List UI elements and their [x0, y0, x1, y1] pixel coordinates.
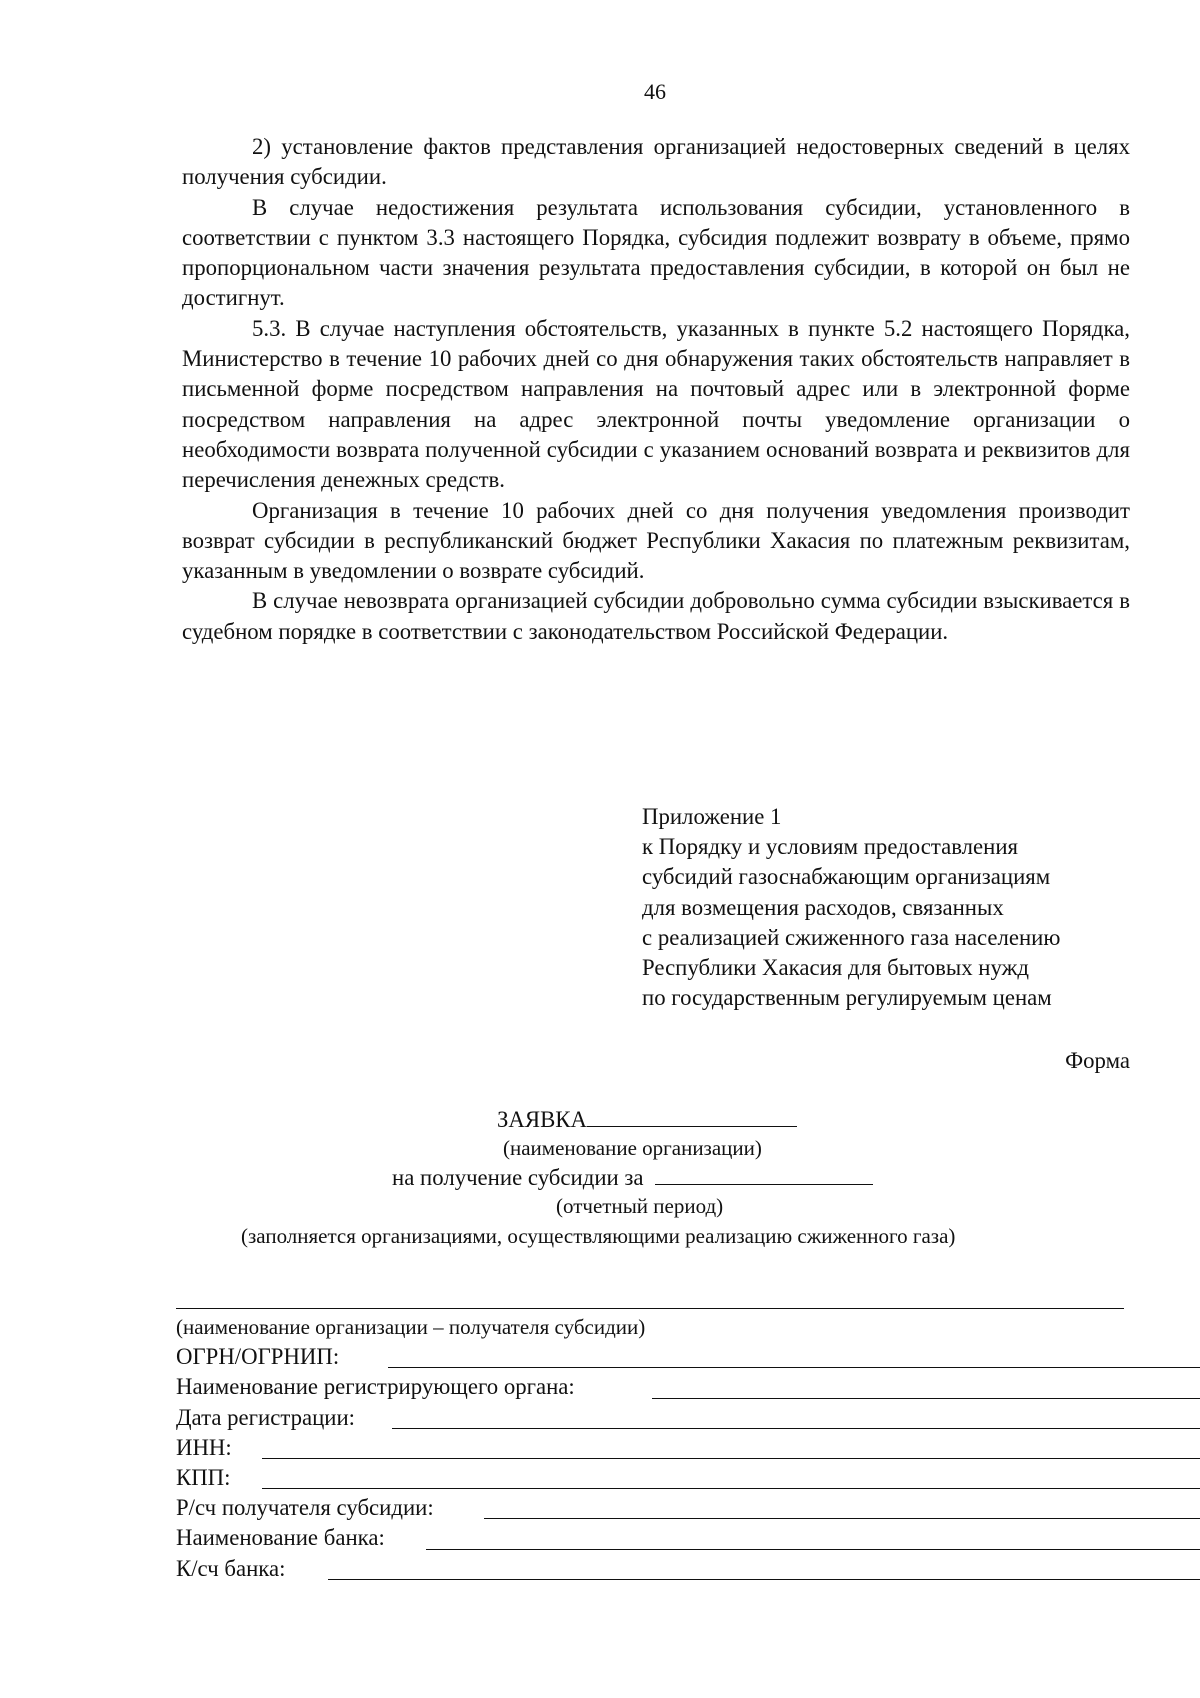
appendix-line: Республики Хакасия для бытовых нужд: [642, 955, 1029, 981]
registration-authority-input-line[interactable]: [652, 1398, 1200, 1399]
period-prefix: на получение субсидии за: [392, 1165, 644, 1190]
heading-title: ЗАЯВКА: [497, 1107, 587, 1132]
field-label: Р/сч получателя субсидии:: [176, 1495, 434, 1521]
correspondent-account-input-line[interactable]: [328, 1579, 1200, 1580]
paragraph: 5.3. В случае наступления обстоятельств, указанных в пункте 5.2 настоящего Порядка, Министерство в течение 10 рабочих дней со дня обнаружения таких обстоятельств направляет в письменной форме посредством направления на почтовый адрес или в электронной форме посредством направления на адрес электронной почты уведомление организации о необходимости возврата полученной субсидии с указанием оснований возврата и реквизитов для перечисления денежных средств.: [182, 315, 1130, 493]
field-label: Дата регистрации:: [176, 1404, 356, 1430]
field-label: Наименование регистрирующего органа:: [176, 1374, 575, 1400]
recipient-hint: [176, 1312, 1136, 1342]
paragraph: Организация в течение 10 рабочих дней со дня получения уведомления производит возврат субсидии в республиканский бюджет Республики Хакасия по платежным реквизитам, указанным в уведомлении о возврате субсидий.: [182, 497, 1130, 584]
paragraph: В случае невозврата организацией субсидии добровольно сумма субсидии взыскивается в судебном порядке в соответствии с законодательством Российской Федерации.: [182, 588, 1130, 644]
settlement-account-input-line[interactable]: [484, 1518, 1200, 1519]
field-label: ОГРН/ОГРНИП:: [176, 1344, 340, 1370]
ogrn-input-line[interactable]: [388, 1367, 1200, 1368]
field-ogrn: [176, 1342, 1136, 1372]
form-label: Форма: [1065, 1048, 1130, 1073]
bank-name-input-line[interactable]: [426, 1549, 1200, 1550]
period-blank[interactable]: [655, 1162, 873, 1185]
field-label: ИНН:: [176, 1434, 232, 1460]
field-registration-authority: [176, 1372, 1136, 1402]
period-hint: (отчетный период): [556, 1194, 724, 1218]
application-heading: [0, 1100, 1200, 1300]
period-line: [392, 1162, 873, 1192]
field-label: Наименование банка:: [176, 1525, 385, 1551]
appendix-line: субсидий газоснабжающим организациям: [642, 864, 1051, 890]
appendix-line: по государственным регулируемым ценам: [642, 985, 1052, 1011]
inn-input-line[interactable]: [262, 1458, 1200, 1459]
field-inn: [176, 1433, 1136, 1463]
field-correspondent-account: [176, 1554, 1136, 1584]
appendix-line: Приложение 1: [642, 804, 782, 829]
field-settlement-account: [176, 1493, 1136, 1523]
kpp-input-line[interactable]: [262, 1488, 1200, 1489]
appendix-line: для возмещения расходов, связанных: [642, 894, 1004, 920]
field-label: К/сч банка:: [176, 1555, 286, 1581]
recipient-name-blank[interactable]: [176, 1308, 1124, 1309]
page-number: 46: [644, 79, 666, 104]
requisites-fields: [176, 1312, 1136, 1584]
field-label: КПП:: [176, 1464, 231, 1490]
registration-date-input-line[interactable]: [392, 1428, 1200, 1429]
field-registration-date: [176, 1403, 1136, 1433]
appendix-line: с реализацией сжиженного газа населению: [642, 924, 1061, 950]
heading-title-line: [497, 1104, 797, 1134]
heading-note: (заполняется организациями, осуществляющими реализацию сжиженного газа): [241, 1224, 956, 1248]
field-bank-name: [176, 1523, 1136, 1553]
org-name-hint: (наименование организации): [503, 1136, 762, 1160]
appendix-line: к Порядку и условиям предоставления: [642, 834, 1019, 860]
recipient-hint-text: (наименование организации – получателя субсидии): [176, 1315, 646, 1339]
paragraph: В случае недостижения результата использования субсидии, установленного в соответствии с пунктом 3.3 настоящего Порядка, субсидия подлежит возврату в объеме, прямо пропорциональном части значения результата предоставления субсидии, в которой он был не достигнут.: [182, 194, 1130, 311]
body-text: [182, 132, 1130, 647]
org-name-blank[interactable]: [587, 1104, 797, 1127]
appendix-block: [642, 802, 1142, 1013]
field-kpp: [176, 1463, 1136, 1493]
paragraph: 2) установление фактов представления организацией недостоверных сведений в целях получения субсидии.: [182, 134, 1130, 190]
